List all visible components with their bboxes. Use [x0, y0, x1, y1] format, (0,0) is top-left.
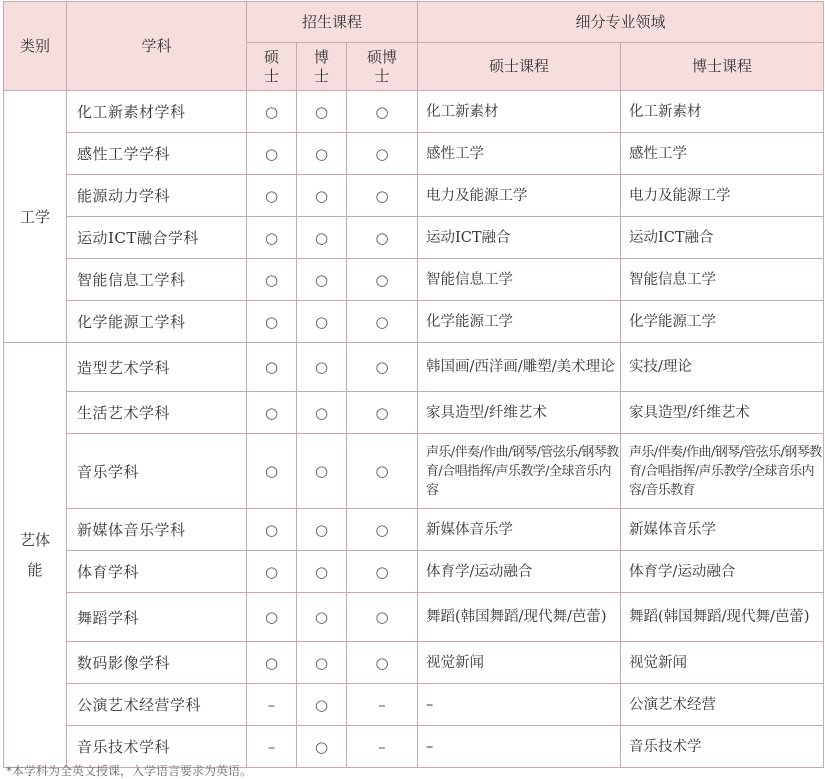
category-arts-sports-text: 艺体能 — [19, 531, 50, 579]
masters-field: 家具造型/纤维艺术 — [418, 392, 621, 434]
masters-mark: ○ — [247, 217, 297, 259]
masters-field: 电力及能源工学 — [418, 175, 621, 217]
combined-mark: ○ — [347, 434, 418, 509]
masters-mark: ○ — [247, 91, 297, 133]
combined-mark: ○ — [347, 259, 418, 301]
subject-cell: 运动ICT融合学科 — [67, 217, 247, 259]
header-masters — [247, 43, 297, 91]
subject-cell: 感性工学学科 — [67, 133, 247, 175]
doctoral-field: 公演艺术经营 — [621, 684, 824, 726]
doctoral-field: 实技/理论 — [621, 343, 824, 392]
subject-cell: 音乐学科 — [67, 434, 247, 509]
footnote: *本学科为全英文授课，入学语言要求为英语。 — [6, 764, 253, 778]
combined-mark: ○ — [347, 343, 418, 392]
masters-mark: ○ — [247, 301, 297, 343]
subject-cell: 能源动力学科 — [67, 175, 247, 217]
masters-mark: – — [247, 726, 297, 768]
subject-cell: 生活艺术学科 — [67, 392, 247, 434]
table-row — [4, 175, 824, 217]
table-row — [4, 343, 824, 392]
combined-mark: ○ — [347, 301, 418, 343]
combined-mark: ○ — [347, 91, 418, 133]
masters-mark: ○ — [247, 343, 297, 392]
table-row — [4, 509, 824, 551]
combined-mark: – — [347, 684, 418, 726]
doctoral-field: 体育学/运动融合 — [621, 551, 824, 593]
doctoral-field: 声乐/伴奏/作曲/钢琴/管弦乐/钢琴教育/合唱指挥/声乐教学/全球音乐内容/音乐教育 — [621, 434, 824, 509]
subject-cell: 音乐技术学科 — [67, 726, 247, 768]
masters-field: 舞蹈(韩国舞蹈/现代舞/芭蕾) — [418, 593, 621, 642]
subject-cell: 新媒体音乐学科 — [67, 509, 247, 551]
table-row — [4, 91, 824, 133]
subject-cell: 智能信息工学科 — [67, 259, 247, 301]
masters-field: 感性工学 — [418, 133, 621, 175]
doctoral-mark: ○ — [297, 392, 347, 434]
doctoral-field: 新媒体音乐学 — [621, 509, 824, 551]
masters-field: – — [418, 684, 621, 726]
header-subject: 学科 — [67, 2, 247, 91]
combined-mark: ○ — [347, 642, 418, 684]
category-arts-sports — [4, 343, 67, 768]
doctoral-field: 智能信息工学 — [621, 259, 824, 301]
doctoral-mark: ○ — [297, 217, 347, 259]
doctoral-field: 化学能源工学 — [621, 301, 824, 343]
header-enrollment: 招生课程 — [247, 2, 418, 43]
header-doctoral-course: 博士课程 — [621, 43, 824, 91]
subject-cell: 造型艺术学科 — [67, 343, 247, 392]
header-doctoral-text: 博士 — [313, 47, 329, 85]
doctoral-mark: ○ — [297, 726, 347, 768]
combined-mark: ○ — [347, 551, 418, 593]
table-row — [4, 301, 824, 343]
combined-mark: ○ — [347, 509, 418, 551]
subject-cell: 舞蹈学科 — [67, 593, 247, 642]
masters-mark: ○ — [247, 551, 297, 593]
program-table — [3, 1, 824, 768]
masters-field: 体育学/运动融合 — [418, 551, 621, 593]
doctoral-mark: ○ — [297, 642, 347, 684]
subject-cell: 化工新素材学科 — [67, 91, 247, 133]
subject-cell: 化学能源工学科 — [67, 301, 247, 343]
masters-field: 韩国画/西洋画/雕塑/美术理论 — [418, 343, 621, 392]
doctoral-mark: ○ — [297, 593, 347, 642]
table-row — [4, 551, 824, 593]
doctoral-field: 音乐技术学 — [621, 726, 824, 768]
doctoral-field: 化工新素材 — [621, 91, 824, 133]
table-row — [4, 392, 824, 434]
doctoral-mark: ○ — [297, 301, 347, 343]
header-combined — [347, 43, 418, 91]
table-row — [4, 684, 824, 726]
doctoral-field: 电力及能源工学 — [621, 175, 824, 217]
masters-field: 视觉新闻 — [418, 642, 621, 684]
combined-mark: – — [347, 726, 418, 768]
masters-mark: ○ — [247, 133, 297, 175]
masters-mark: ○ — [247, 392, 297, 434]
doctoral-field: 家具造型/纤维艺术 — [621, 392, 824, 434]
combined-mark: ○ — [347, 175, 418, 217]
masters-mark: ○ — [247, 509, 297, 551]
doctoral-mark: ○ — [297, 133, 347, 175]
masters-field: 声乐/伴奏/作曲/钢琴/管弦乐/钢琴教育/合唱指挥/声乐教学/全球音乐内容 — [418, 434, 621, 509]
doctoral-mark: ○ — [297, 551, 347, 593]
table-row — [4, 642, 824, 684]
doctoral-field: 感性工学 — [621, 133, 824, 175]
masters-field: 化工新素材 — [418, 91, 621, 133]
masters-mark: ○ — [247, 642, 297, 684]
doctoral-field: 视觉新闻 — [621, 642, 824, 684]
table-row — [4, 133, 824, 175]
subject-cell: 公演艺术经营学科 — [67, 684, 247, 726]
table-row — [4, 259, 824, 301]
doctoral-mark: ○ — [297, 91, 347, 133]
doctoral-mark: ○ — [297, 259, 347, 301]
header-category: 类别 — [4, 2, 67, 91]
combined-mark: ○ — [347, 392, 418, 434]
combined-mark: ○ — [347, 217, 418, 259]
masters-field: 智能信息工学 — [418, 259, 621, 301]
masters-mark: ○ — [247, 175, 297, 217]
table-row — [4, 217, 824, 259]
doctoral-mark: ○ — [297, 434, 347, 509]
table-row — [4, 593, 824, 642]
doctoral-field: 运动ICT融合 — [621, 217, 824, 259]
masters-field: 新媒体音乐学 — [418, 509, 621, 551]
doctoral-mark: ○ — [297, 684, 347, 726]
doctoral-mark: ○ — [297, 175, 347, 217]
masters-field: 化学能源工学 — [418, 301, 621, 343]
masters-mark: ○ — [247, 259, 297, 301]
subject-cell: 数码影像学科 — [67, 642, 247, 684]
combined-mark: ○ — [347, 593, 418, 642]
doctoral-mark: ○ — [297, 343, 347, 392]
header-masters-course: 硕士课程 — [418, 43, 621, 91]
masters-mark: ○ — [247, 434, 297, 509]
header-specialization: 细分专业领域 — [418, 2, 824, 43]
masters-mark: ○ — [247, 593, 297, 642]
header-combined-text: 硕博士 — [366, 47, 397, 85]
subject-cell: 体育学科 — [67, 551, 247, 593]
header-doctoral — [297, 43, 347, 91]
combined-mark: ○ — [347, 133, 418, 175]
masters-field: – — [418, 726, 621, 768]
header-masters-text: 硕士 — [263, 47, 279, 85]
masters-mark: – — [247, 684, 297, 726]
masters-field: 运动ICT融合 — [418, 217, 621, 259]
doctoral-mark: ○ — [297, 509, 347, 551]
doctoral-field: 舞蹈(韩国舞蹈/现代舞/芭蕾) — [621, 593, 824, 642]
table-row — [4, 434, 824, 509]
category-engineering: 工学 — [4, 91, 67, 343]
